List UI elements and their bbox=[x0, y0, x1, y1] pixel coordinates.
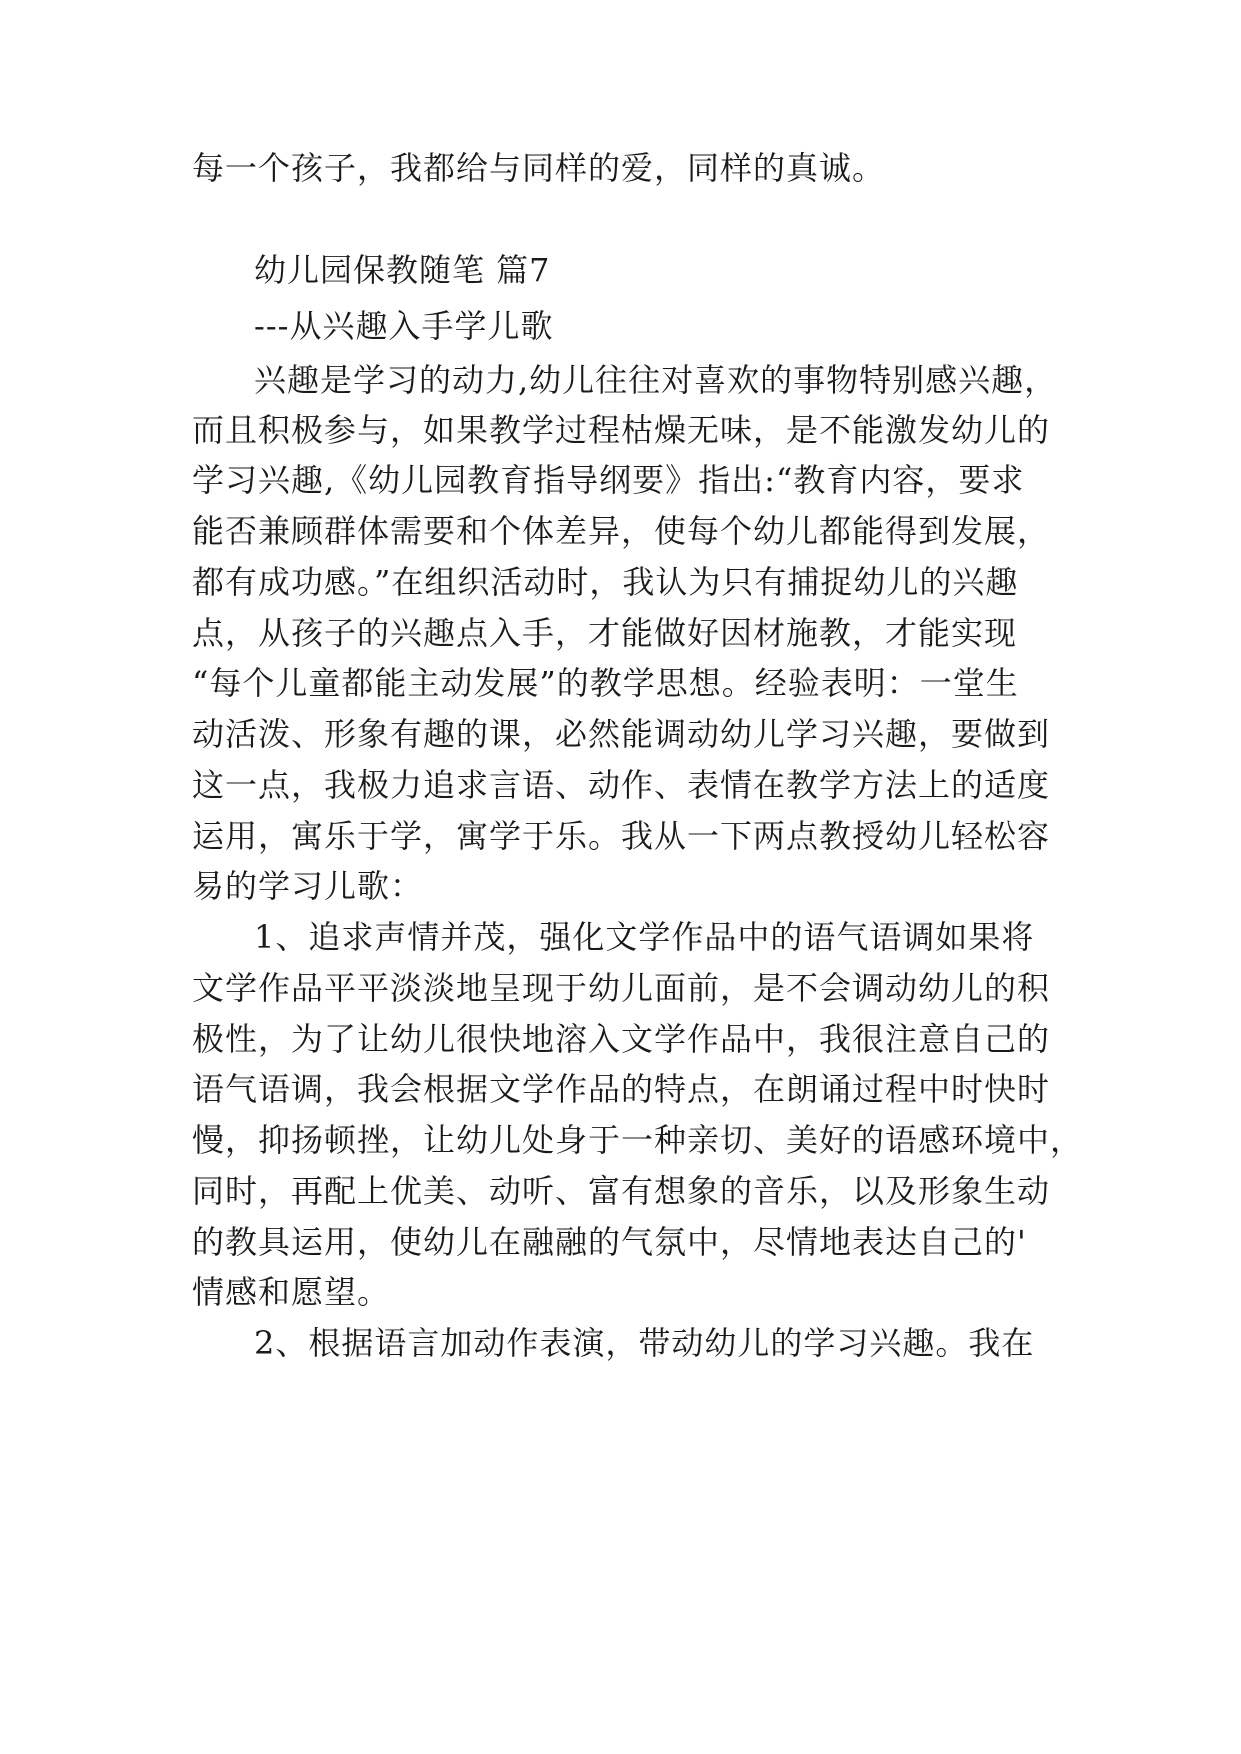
paragraph-line: 而且积极参与，如果教学过程枯燥无味，是不能激发幼儿的 bbox=[192, 411, 1051, 449]
paragraph-line: 同时，再配上优美、动听、富有想象的音乐，以及形象生动 bbox=[192, 1172, 1051, 1210]
paragraph-line: 每一个孩子，我都给与同样的爱，同样的真诚。 bbox=[192, 149, 886, 187]
paragraph-line: 语气语调，我会根据文学作品的特点，在朗诵过程中时快时 bbox=[192, 1070, 1051, 1108]
paragraph-line: 运用，寓乐于学，寓学于乐。我从一下两点教授幼儿轻松容 bbox=[192, 817, 1051, 855]
paragraph-line: 情感和愿望。 bbox=[192, 1273, 391, 1311]
paragraph-line: 都有成功感。”在组织活动时，我认为只有捕捉幼儿的兴趣 bbox=[192, 563, 1019, 601]
section-subtitle: ---从兴趣入手学儿歌 bbox=[254, 307, 554, 345]
section-heading: 幼儿园保教随笔 篇7 bbox=[254, 251, 551, 289]
paragraph-line: 这一点，我极力追求言语、动作、表情在教学方法上的适度 bbox=[192, 766, 1051, 804]
paragraph-line: 动活泼、形象有趣的课，必然能调动幼儿学习兴趣，要做到 bbox=[192, 715, 1051, 753]
paragraph-line: 慢，抑扬顿挫，让幼儿处身于一种亲切、美好的语感环境中， bbox=[192, 1121, 1084, 1159]
paragraph-line: 的教具运用，使幼儿在融融的气氛中，尽情地表达自己的' bbox=[192, 1223, 1027, 1261]
paragraph-line: “每个儿童都能主动发展”的教学思想。经验表明：一堂生 bbox=[192, 664, 1019, 702]
paragraph-line: 1、追求声情并茂，强化文学作品中的语气语调如果将 bbox=[254, 918, 1035, 956]
paragraph-line: 学习兴趣,《幼儿园教育指导纲要》指出:“教育内容，要求 bbox=[192, 461, 1025, 499]
paragraph-line: 点，从孩子的兴趣点入手，才能做好因材施教，才能实现 bbox=[192, 614, 1018, 652]
paragraph-line: 能否兼顾群体需要和个体差异，使每个幼儿都能得到发展， bbox=[192, 512, 1051, 550]
paragraph-line: 2、根据语言加动作表演，带动幼儿的学习兴趣。我在 bbox=[254, 1324, 1035, 1362]
paragraph-line: 文学作品平平淡淡地呈现于幼儿面前，是不会调动幼儿的积 bbox=[192, 969, 1051, 1007]
paragraph-line: 易的学习儿歌： bbox=[192, 867, 424, 905]
paragraph-line: 极性，为了让幼儿很快地溶入文学作品中，我很注意自己的 bbox=[192, 1020, 1051, 1058]
paragraph-line: 兴趣是学习的动力,幼儿往往对喜欢的事物特别感兴趣， bbox=[254, 361, 1058, 399]
